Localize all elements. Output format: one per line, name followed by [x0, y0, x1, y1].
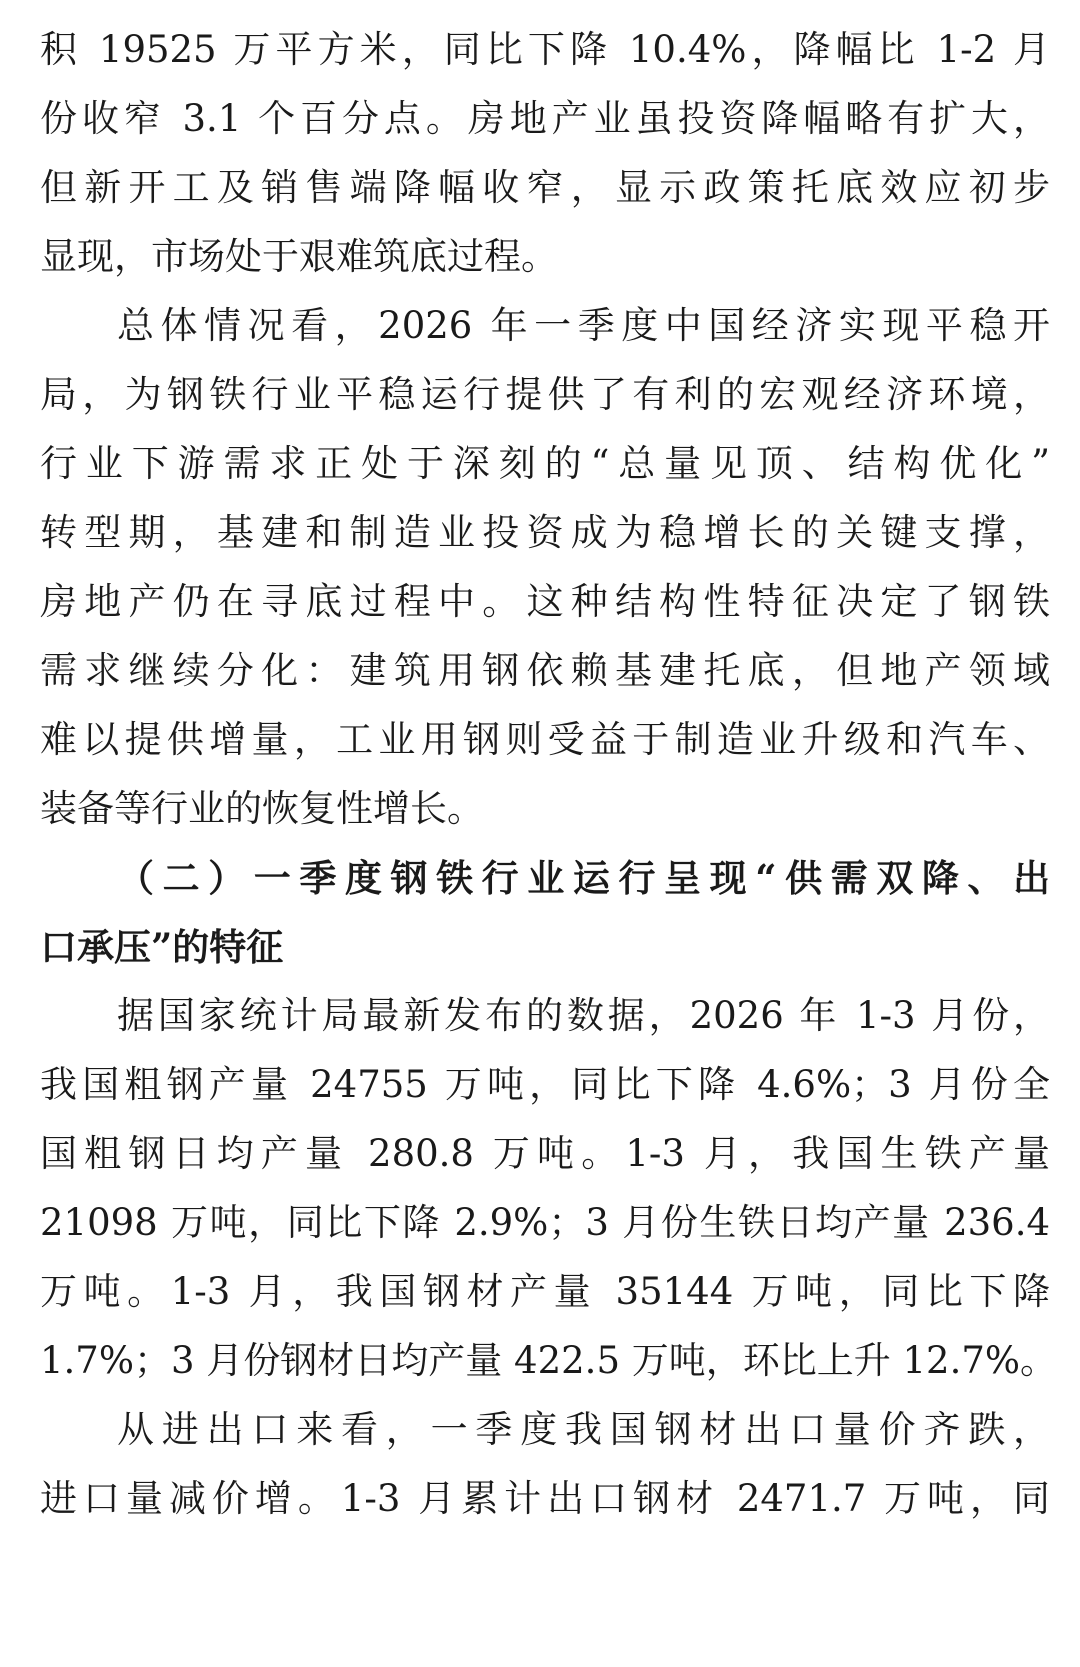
- paragraph-line: 据国家统计局最新发布的数据，2026 年 1-3 月份，: [117, 994, 1050, 1037]
- paragraph-line: 显现，市场处于艰难筑底过程。: [40, 235, 558, 278]
- paragraph-line: 转型期，基建和制造业投资成为稳增长的关键支撑，: [40, 511, 1050, 554]
- paragraph-line: 局，为钢铁行业平稳运行提供了有利的宏观经济环境，: [40, 373, 1050, 416]
- paragraph-line: 从进出口来看，一季度我国钢材出口量价齐跌，: [117, 1408, 1050, 1451]
- paragraph-line: 国粗钢日均产量 280.8 万吨。1-3 月，我国生铁产量: [40, 1132, 1050, 1175]
- paragraph-line: 21098 万吨，同比下降 2.9%；3 月份生铁日均产量 236.4: [40, 1201, 1050, 1244]
- paragraph-line: 总体情况看，2026 年一季度中国经济实现平稳开: [117, 304, 1050, 347]
- paragraph-line: 1.7%；3 月份钢材日均产量 422.5 万吨，环比上升 12.7%。: [40, 1339, 1058, 1382]
- paragraph-line: 万吨。1-3 月，我国钢材产量 35144 万吨，同比下降: [40, 1270, 1050, 1313]
- paragraph-line: 需求继续分化：建筑用钢依赖基建托底，但地产领域: [40, 649, 1050, 692]
- section-heading-line: 口承压”的特征: [40, 925, 284, 969]
- paragraph-line: 房地产仍在寻底过程中。这种结构性特征决定了钢铁: [40, 580, 1050, 623]
- paragraph-line: 进口量减价增。1-3 月累计出口钢材 2471.7 万吨，同: [40, 1477, 1050, 1520]
- section-heading-line: （二）一季度钢铁行业运行呈现“供需双降、出: [117, 856, 1050, 900]
- paragraph-line: 但新开工及销售端降幅收窄，显示政策托底效应初步: [40, 166, 1050, 209]
- paragraph-line: 装备等行业的恢复性增长。: [40, 787, 484, 830]
- paragraph-line: 我国粗钢产量 24755 万吨，同比下降 4.6%；3 月份全: [40, 1063, 1050, 1106]
- paragraph-line: 行业下游需求正处于深刻的“总量见顶、结构优化”: [40, 442, 1050, 485]
- paragraph-line: 积 19525 万平方米，同比下降 10.4%，降幅比 1-2 月: [40, 28, 1050, 71]
- paragraph-line: 难以提供增量，工业用钢则受益于制造业升级和汽车、: [40, 718, 1050, 761]
- paragraph-line: 份收窄 3.1 个百分点。房地产业虽投资降幅略有扩大，: [40, 97, 1050, 140]
